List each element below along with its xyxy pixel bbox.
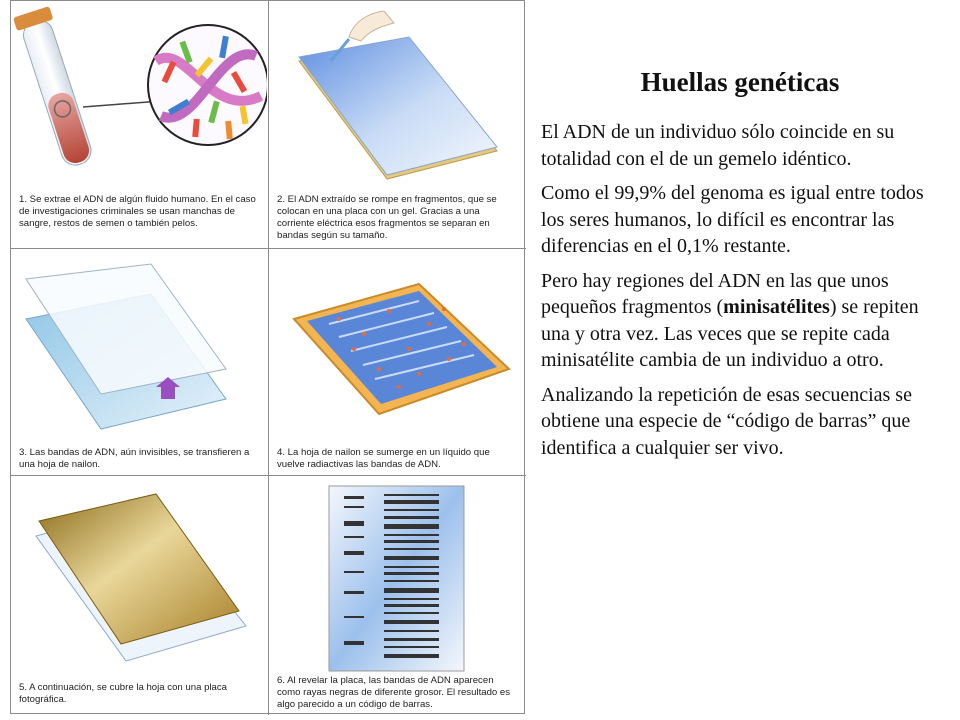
minisatelites-term: minisatélites: [723, 296, 830, 318]
paragraph-1: El ADN de un individuo sólo coincide en su totalidad con el de un gemelo idéntico.: [541, 121, 895, 170]
body-text: [541, 119, 951, 469]
paragraph-3-start: Pero hay regiones del ADN en las que unos pequeños fragmentos (: [541, 269, 889, 318]
step-2-caption: 2. El ADN extraído se rompe en fragmentos, que se colocan en una placa con un gel. Gracias a una corriente eléctrica esos fragmentos se separan en bandas según su tamaño.: [277, 194, 497, 241]
step-3-panel: [11, 249, 267, 475]
radioactive-bath-illustration: [269, 249, 525, 439]
dna-extraction-illustration: [11, 1, 267, 191]
nylon-transfer-illustration: [11, 249, 267, 439]
step-2-panel: [269, 1, 525, 248]
dna-magnifier: [148, 25, 267, 145]
paragraph-3: [541, 268, 951, 374]
photographic-plate-illustration: [11, 476, 267, 676]
hand: [349, 11, 394, 41]
step-6-panel: [269, 476, 525, 715]
step-5-caption: 5. A continuación, se cubre la hoja con una placa fotográfica.: [19, 682, 228, 705]
step-4-panel: [269, 249, 525, 475]
paragraph-4: Analizando la repetición de esas secuencias se obtiene una especie de “código de barras” que identifica a cualquier ser vivo.: [541, 383, 912, 459]
steps-grid: [10, 0, 525, 714]
paragraph-2: Como el 99,9% del genoma es igual entre todos los seres humanos, lo difícil es encontrar las diferencias en el 0,1% restante.: [541, 182, 924, 257]
page-title: Huellas genéticas: [640, 67, 840, 97]
test-tube: [13, 6, 99, 170]
step-3-caption: 3. Las bandas de ADN, aún invisibles, se transfieren a una hoja de nailon.: [19, 447, 250, 470]
paragraph-3-end: ) se repiten una y otra vez. Las veces que se repite cada minisatélite cambia de un individuo a otro.: [541, 296, 919, 371]
step-1-panel: [11, 1, 267, 248]
step-4-caption: 4. La hoja de nailon se sumerge en un líquido que vuelve radiactivas las bandas de ADN.: [277, 447, 490, 470]
barcode-result-illustration: [269, 476, 525, 676]
gel-plate-illustration: [269, 1, 525, 191]
step-1-caption: 1. Se extrae el ADN de algún fluido humano. En el caso de investigaciones criminales se usan manchas de sangre, restos de semen o también pelos.: [19, 194, 256, 229]
step-6-caption: 6. Al revelar la placa, las bandas de ADN aparecen como rayas negras de diferente grosor. El resultado es algo parecido a un código de barras.: [277, 675, 511, 710]
step-5-panel: [11, 476, 267, 715]
magnifier-line: [83, 101, 161, 107]
